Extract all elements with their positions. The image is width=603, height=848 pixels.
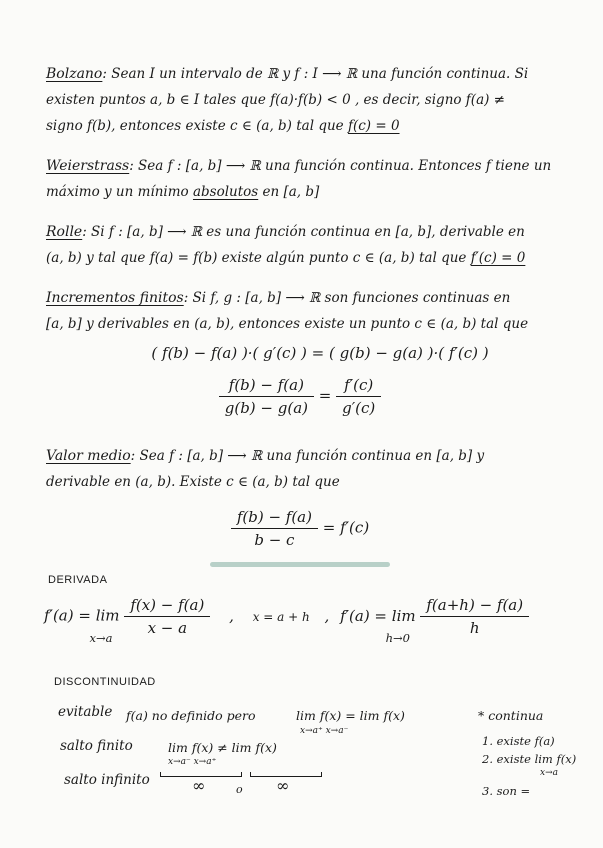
bolzano-line3a: signo f(b), entonces existe c ∈ (a, b) tal que (46, 118, 344, 134)
evitable-limits-sub: x→a⁺ x→a⁻ (300, 726, 349, 736)
salto-infinito-label: salto infinito (64, 772, 150, 788)
valor-medio-block (46, 448, 484, 464)
rolle-title: Rolle (46, 224, 83, 240)
derivada-substitution: x = a + h (252, 609, 310, 624)
valor-medio-line2: derivable en (a, b). Existe c ∈ (a, b) tal que (46, 474, 340, 490)
comma: , (324, 606, 330, 625)
valor-medio-fraction (231, 508, 318, 549)
infinity-left: ∞ (192, 776, 206, 795)
incrementos-block (46, 290, 510, 306)
rolle-block (46, 224, 525, 240)
incrementos-lhs-fraction (219, 376, 314, 417)
bolzano-line2: existen puntos a, b ∈ I tales que f(a)·f(b) < 0 , es decir, signo f(a) ≠ (46, 92, 505, 108)
derivada-den2: h (469, 619, 480, 638)
weierstrass-title: Weierstrass (46, 158, 130, 174)
valor-medio-num: f(b) − f(a) (236, 508, 312, 526)
rolle-line2a: (a, b) y tal que f(a) = f(b) existe algún punto c ∈ (a, b) tal que (46, 250, 467, 266)
derivada-lhs2: f′(a) = lim (340, 606, 416, 625)
evitable-limits: lim f(x) = lim f(x) (296, 708, 405, 723)
incrementos-fraction-eq (200, 376, 400, 417)
incrementos-rhs-fraction (336, 376, 381, 417)
incrementos-rhs-num: f′(c) (344, 376, 374, 394)
derivada-lhs1: f′(a) = lim (44, 606, 120, 625)
derivada-num2: f(a+h) − f(a) (426, 596, 524, 614)
weierstrass-line2 (46, 184, 319, 200)
incrementos-equation: ( f(b) − f(a) )·( g′(c) ) = ( g(b) − g(a) )·( f′(c) ) (151, 344, 489, 362)
weierstrass-line2a: máximo y un mínimo (46, 184, 189, 200)
incrementos-lhs-num: f(b) − f(a) (228, 376, 304, 394)
evitable-label: evitable (58, 704, 113, 720)
derivada-den1: x − a (147, 619, 188, 638)
evitable-text: f(a) no definido pero (126, 708, 256, 723)
weierstrass-line1: : Sea f : [a, b] ⟶ ℝ una función continua. Entonces f tiene un (129, 158, 552, 174)
derivada-lim1-sub: x→a (89, 630, 113, 645)
valor-medio-rhs: = f′(c) (322, 518, 370, 537)
continua-cond2: 2. existe lim f(x) (482, 752, 577, 766)
rolle-conclusion: f′(c) = 0 (470, 250, 526, 266)
derivada-heading: DERIVADA (48, 574, 108, 586)
comma: , (229, 606, 234, 625)
continua-cond1: 1. existe f(a) (482, 734, 555, 748)
bolzano-line1: : Sean I un intervalo de ℝ y f : I ⟶ ℝ una función continua. Si (102, 66, 529, 82)
derivada-fraction2 (420, 596, 529, 637)
incrementos-title: Incrementos finitos (46, 290, 184, 306)
valor-medio-den: b − c (254, 531, 295, 550)
infinity-right: ∞ (276, 776, 290, 795)
bolzano-line3 (46, 118, 400, 134)
weierstrass-line2c: en [a, b] (262, 184, 320, 200)
incrementos-lhs-den: g(b) − g(a) (224, 399, 308, 418)
bolzano-block (46, 66, 528, 82)
valor-medio-line1: : Sea f : [a, b] ⟶ ℝ una función continua en [a, b] y (130, 448, 485, 464)
derivada-equations (44, 596, 564, 645)
salto-finito-sub: x→a⁻ x→a⁺ (168, 757, 217, 767)
salto-finito-label: salto finito (60, 738, 133, 754)
valor-medio-equation (200, 508, 400, 549)
continua-title: * continua (478, 708, 544, 723)
incrementos-line1: : Si f, g : [a, b] ⟶ ℝ son funciones continuas en (183, 290, 511, 306)
derivada-fraction1 (124, 596, 210, 637)
incrementos-rhs-den: g′(c) (342, 399, 376, 418)
highlight-stroke (210, 562, 390, 567)
bolzano-title: Bolzano (46, 66, 103, 82)
rolle-line1: : Si f : [a, b] ⟶ ℝ es una función continua en [a, b], derivable en (82, 224, 525, 240)
equals-sign: = (318, 386, 332, 405)
discontinuidad-heading: DISCONTINUIDAD (54, 676, 156, 688)
continua-cond2-sub: x→a (540, 768, 558, 778)
rolle-line2 (46, 250, 525, 266)
derivada-lim2-sub: h→0 (385, 630, 410, 645)
bolzano-conclusion: f(c) = 0 (347, 118, 400, 134)
salto-finito-limits: lim f(x) ≠ lim f(x) (168, 740, 277, 755)
weierstrass-block (46, 158, 551, 174)
derivada-num1: f(x) − f(a) (130, 596, 205, 614)
incrementos-line2: [a, b] y derivables en (a, b), entonces existe un punto c ∈ (a, b) tal que (46, 316, 529, 332)
valor-medio-title: Valor medio (46, 448, 131, 464)
continua-cond3: 3. son = (482, 784, 531, 798)
zero-mark: o (236, 783, 243, 796)
weierstrass-absolutos: absolutos (192, 184, 259, 200)
